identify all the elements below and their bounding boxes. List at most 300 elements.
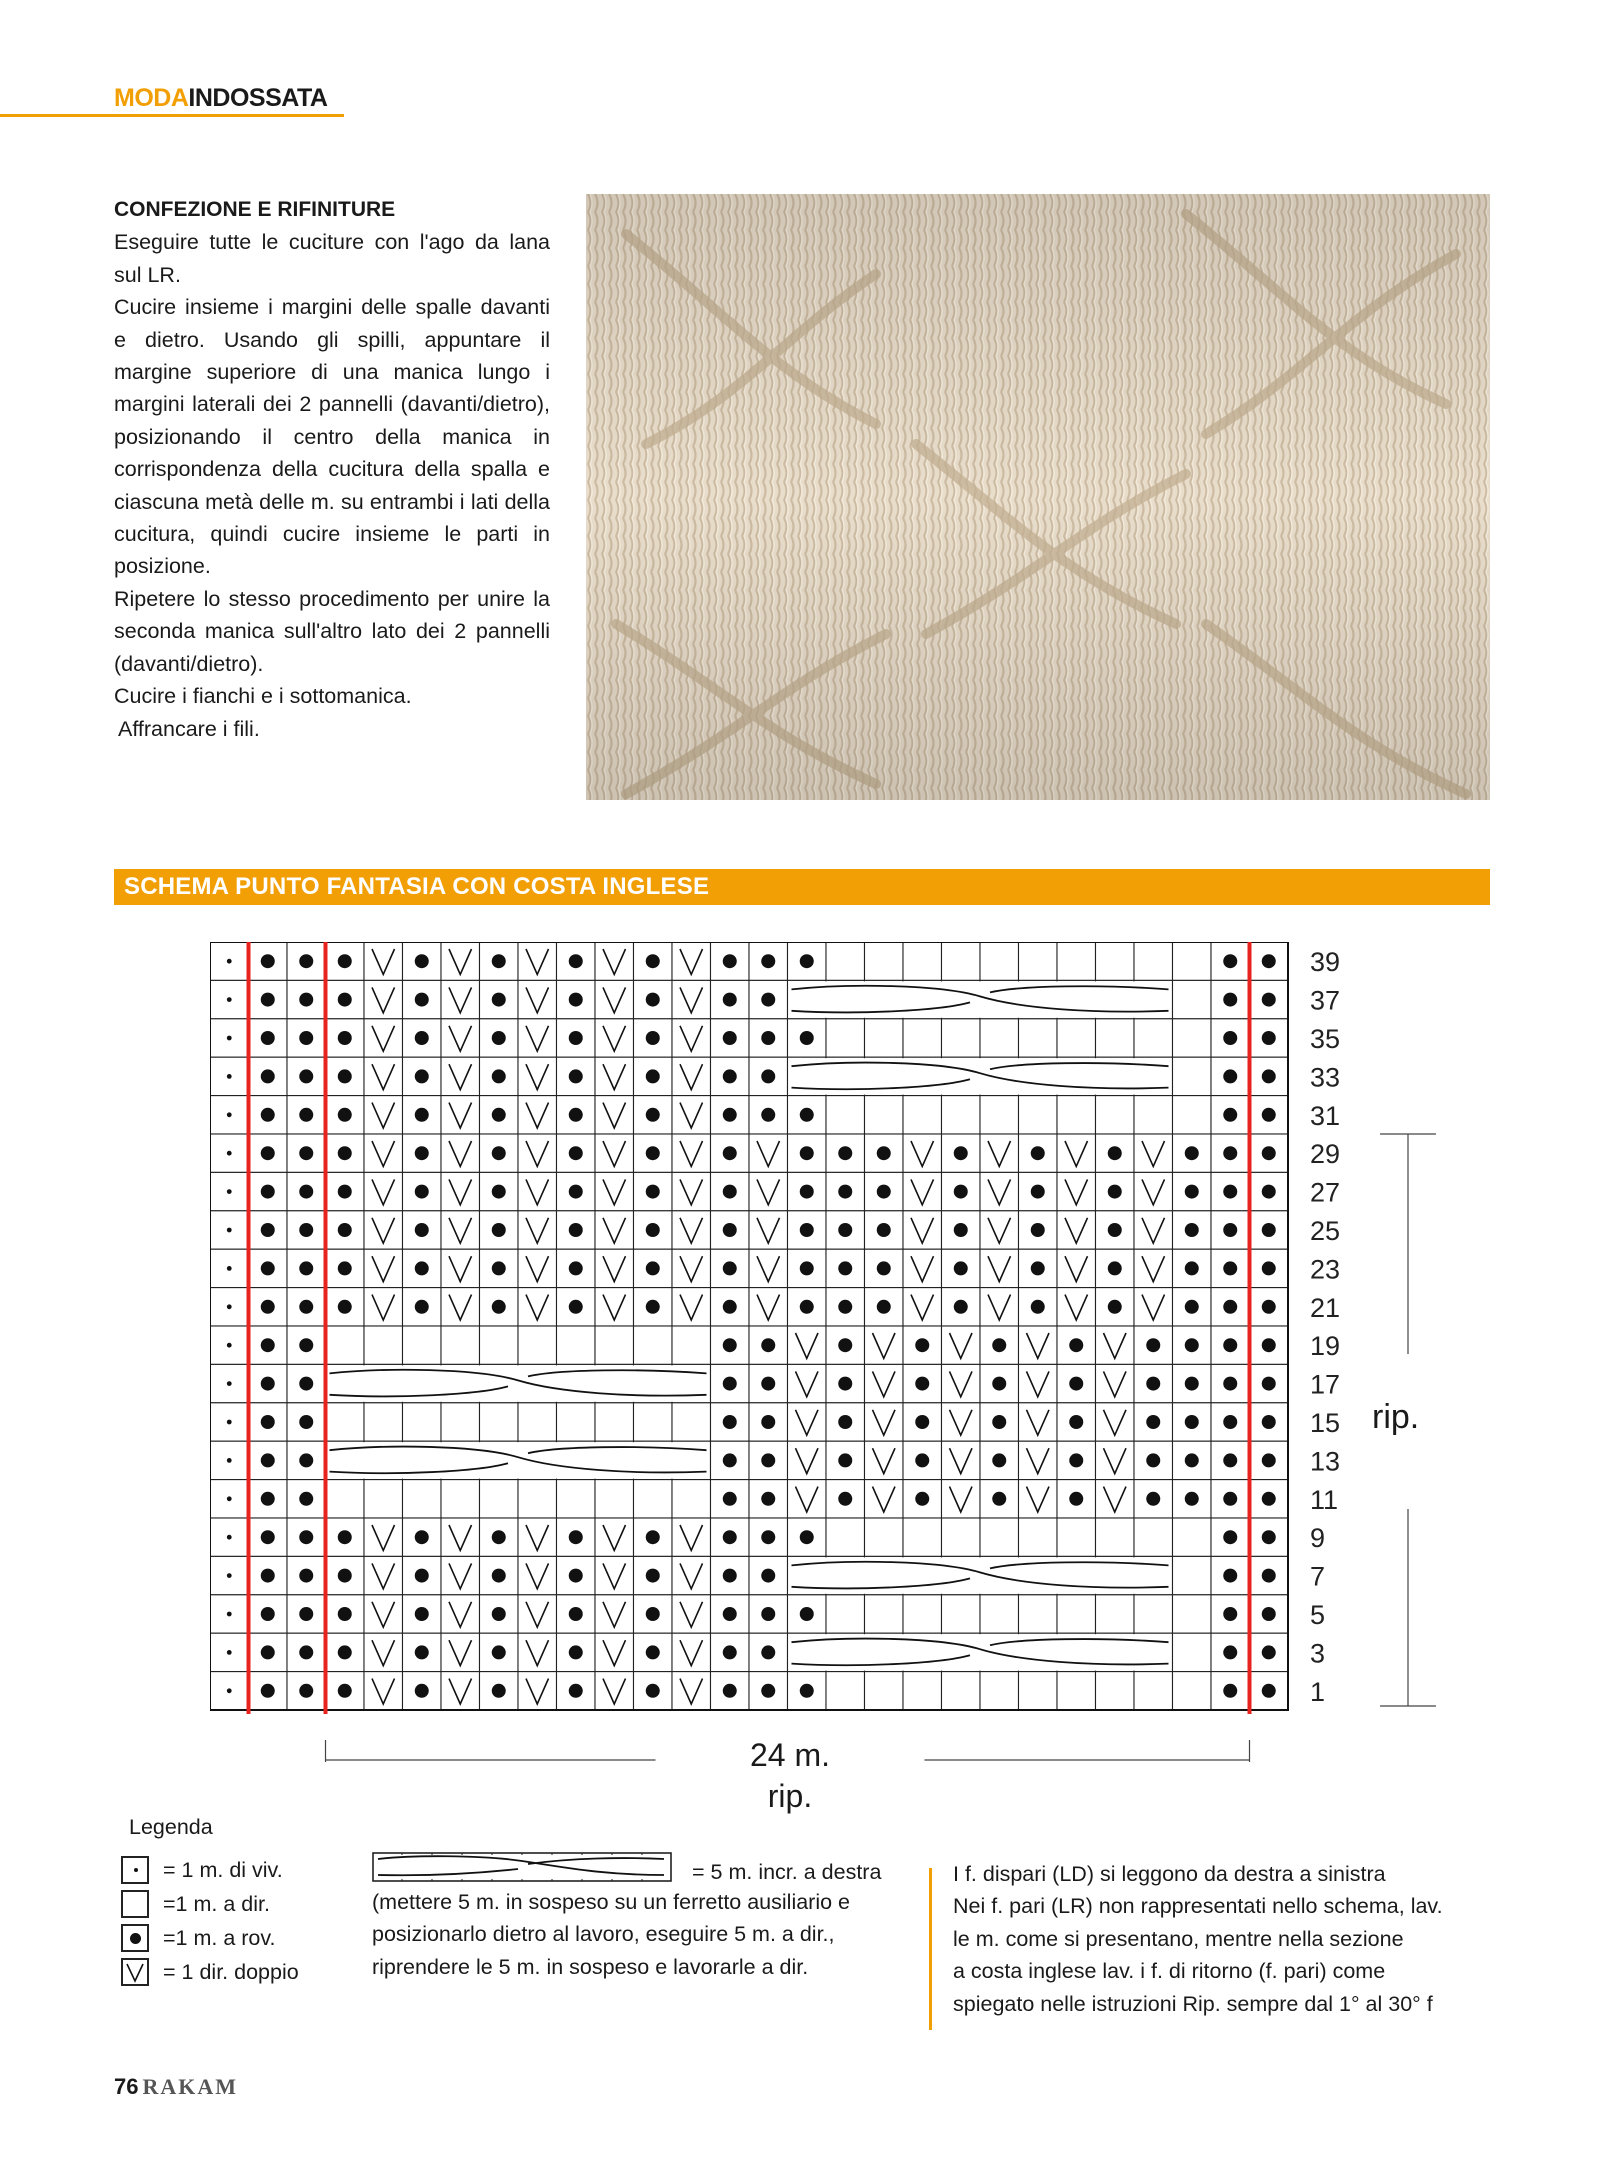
- purl-stitch: [723, 1492, 737, 1506]
- chart-banner-title: SCHEMA PUNTO FANTASIA CON COSTA INGLESE: [124, 873, 710, 900]
- chart-cell: [518, 1403, 557, 1441]
- purl-stitch: [761, 1031, 775, 1045]
- purl-stitch: [1031, 1185, 1045, 1199]
- purl-stitch: [1185, 1338, 1199, 1352]
- purl-stitch: [261, 1530, 275, 1544]
- purl-stitch: [723, 993, 737, 1007]
- purl-stitch: [1031, 1300, 1045, 1314]
- purl-stitch: [299, 1645, 313, 1659]
- chart-cell: [1173, 1057, 1212, 1095]
- purl-stitch: [569, 1300, 583, 1314]
- chart-cell: [1057, 942, 1096, 980]
- chart-cell: [903, 1096, 942, 1134]
- chart-cell: [903, 1672, 942, 1710]
- v-stitch-icon: [121, 1958, 149, 1986]
- selvage-stitch: [227, 1074, 232, 1079]
- purl-stitch: [1262, 1453, 1276, 1467]
- purl-stitch: [1223, 1261, 1237, 1275]
- cable-description: (mettere 5 m. in sospeso su un ferretto ausiliario e posizionarlo dietro al lavoro, eseguire 5 m. a dir., riprendere le 5 m. in sospeso e lavorarle a dir.: [372, 1890, 850, 1979]
- purl-stitch: [954, 1185, 968, 1199]
- chart-cell: [980, 1595, 1019, 1633]
- purl-stitch: [299, 1108, 313, 1122]
- purl-stitch: [261, 1453, 275, 1467]
- chart-cell: [364, 1480, 403, 1518]
- purl-stitch: [1146, 1415, 1160, 1429]
- chart-cell: [942, 942, 981, 980]
- instructions-title: CONFEZIONE E RIFINITURE: [114, 198, 396, 221]
- chart-cell: [364, 1326, 403, 1364]
- purl-stitch: [299, 1415, 313, 1429]
- chart-cell: [1173, 1019, 1212, 1057]
- row-label: 35: [1310, 1024, 1341, 1054]
- chart-cell: [441, 1403, 480, 1441]
- purl-stitch: [800, 954, 814, 968]
- purl-stitch: [954, 1261, 968, 1275]
- note-line: le m. come si presentano, mentre nella sezione: [953, 1926, 1404, 1951]
- purl-stitch: [1223, 1492, 1237, 1506]
- purl-stitch: [338, 1569, 352, 1583]
- chart-cell: [1096, 1096, 1135, 1134]
- chart-cell: [480, 1326, 519, 1364]
- purl-stitch: [492, 1223, 506, 1237]
- purl-stitch: [299, 1377, 313, 1391]
- section-header-b: INDOSSATA: [188, 84, 328, 112]
- purl-stitch: [646, 1031, 660, 1045]
- chart-cell: [980, 1672, 1019, 1710]
- chart-cell: [865, 1019, 904, 1057]
- purl-stitch: [723, 954, 737, 968]
- chart-cell: [1173, 980, 1212, 1018]
- purl-stitch: [492, 1684, 506, 1698]
- purl-stitch: [415, 1645, 429, 1659]
- purl-stitch: [954, 1300, 968, 1314]
- purl-stitch: [838, 1185, 852, 1199]
- purl-stitch: [1185, 1453, 1199, 1467]
- purl-stitch: [1146, 1377, 1160, 1391]
- purl-stitch: [800, 1607, 814, 1621]
- purl-stitch: [1262, 1645, 1276, 1659]
- purl-stitch: [877, 1300, 891, 1314]
- purl-stitch: [1185, 1261, 1199, 1275]
- purl-stitch: [569, 954, 583, 968]
- chart-cell: [826, 1595, 865, 1633]
- chart-cell: [942, 1595, 981, 1633]
- purl-stitch: [1185, 1300, 1199, 1314]
- selvage-stitch: [227, 1304, 232, 1309]
- chart-cell: [1134, 1518, 1173, 1556]
- purl-stitch: [415, 1069, 429, 1083]
- chart-cell: [1096, 1518, 1135, 1556]
- purl-stitch: [299, 1223, 313, 1237]
- chart-cell: [1096, 1595, 1135, 1633]
- page-number: 76: [114, 2074, 139, 2099]
- selvage-stitch: [227, 1458, 232, 1463]
- chart-cell: [634, 1326, 673, 1364]
- row-label: 1: [1310, 1676, 1326, 1707]
- purl-stitch: [800, 1261, 814, 1275]
- purl-stitch: [415, 1530, 429, 1544]
- row-label: 3: [1310, 1638, 1326, 1669]
- purl-stitch: [261, 1108, 275, 1122]
- purl-stitch: [338, 1607, 352, 1621]
- purl-stitch: [992, 1338, 1006, 1352]
- purl-stitch: [877, 1146, 891, 1160]
- purl-stitch: [261, 1684, 275, 1698]
- chart-grid: [210, 942, 1288, 1714]
- chart-cell: [826, 1019, 865, 1057]
- chart-cell: [595, 1403, 634, 1441]
- purl-stitch: [415, 1261, 429, 1275]
- selvage-stitch: [227, 1381, 232, 1386]
- purl-stitch: [338, 1645, 352, 1659]
- instructions-paragraph: Ripetere lo stesso procedimento per unire la seconda manica sull'altro lato dei 2 pannelli (davanti/dietro).: [114, 586, 550, 676]
- purl-stitch: [800, 1530, 814, 1544]
- chart-cell: [326, 1326, 365, 1364]
- purl-stitch: [299, 993, 313, 1007]
- purl-stitch: [261, 1185, 275, 1199]
- row-label: 17: [1310, 1369, 1341, 1400]
- purl-stitch: [646, 1569, 660, 1583]
- purl-stitch: [299, 1069, 313, 1083]
- purl-stitch: [492, 1645, 506, 1659]
- row-label: 31: [1310, 1100, 1341, 1131]
- purl-stitch: [1185, 1146, 1199, 1160]
- selvage-stitch: [227, 1112, 232, 1117]
- purl-stitch: [1069, 1338, 1083, 1352]
- chart-cell: [326, 1480, 365, 1518]
- chart-cell: [518, 1326, 557, 1364]
- purl-stitch: [1262, 993, 1276, 1007]
- purl-stitch: [1108, 1300, 1122, 1314]
- empty-square-icon: [121, 1890, 149, 1918]
- legend-label: =1 m. a rov.: [163, 1926, 276, 1950]
- chart-cell: [403, 1480, 442, 1518]
- chart-cell: [1134, 1595, 1173, 1633]
- row-label: 9: [1310, 1523, 1326, 1554]
- selvage-stitch: [227, 1535, 232, 1540]
- purl-stitch: [723, 1146, 737, 1160]
- purl-stitch: [723, 1185, 737, 1199]
- stitch-repeat-sub: rip.: [767, 1778, 813, 1814]
- purl-stitch: [569, 1146, 583, 1160]
- row-label: 13: [1310, 1446, 1341, 1477]
- purl-stitch: [1185, 1377, 1199, 1391]
- purl-stitch: [1223, 1031, 1237, 1045]
- chart-cell: [1057, 1595, 1096, 1633]
- selvage-stitch: [227, 1343, 232, 1348]
- cable-icon: [372, 1852, 672, 1882]
- chart-cell: [326, 1403, 365, 1441]
- purl-stitch: [1069, 1415, 1083, 1429]
- purl-stitch: [761, 1569, 775, 1583]
- selvage-stitch: [227, 1266, 232, 1271]
- chart-cell: [942, 1518, 981, 1556]
- purl-stitch: [1262, 1338, 1276, 1352]
- purl-stitch: [415, 1607, 429, 1621]
- chart-cell: [441, 1326, 480, 1364]
- chart-cell: [1057, 1672, 1096, 1710]
- purl-stitch: [261, 1645, 275, 1659]
- purl-stitch: [1223, 1453, 1237, 1467]
- purl-stitch: [261, 993, 275, 1007]
- purl-stitch: [1108, 1223, 1122, 1237]
- chart-cell: [1173, 1556, 1212, 1594]
- purl-stitch: [723, 1377, 737, 1391]
- chart-cell: [595, 1480, 634, 1518]
- purl-stitch: [877, 1185, 891, 1199]
- selvage-stitch: [227, 1496, 232, 1501]
- selvage-stitch: [227, 1228, 232, 1233]
- purl-stitch: [261, 1223, 275, 1237]
- chart-cell: [1173, 942, 1212, 980]
- chart-cell: [672, 1326, 711, 1364]
- purl-stitch: [992, 1492, 1006, 1506]
- purl-stitch: [1223, 1415, 1237, 1429]
- purl-stitch: [1262, 1492, 1276, 1506]
- chart-cell: [518, 1480, 557, 1518]
- purl-stitch: [1223, 1338, 1237, 1352]
- purl-stitch: [299, 1684, 313, 1698]
- purl-stitch: [1108, 1185, 1122, 1199]
- chart-cell: [826, 1096, 865, 1134]
- purl-stitch: [1223, 1607, 1237, 1621]
- row-label: 7: [1310, 1561, 1326, 1592]
- purl-stitch: [1223, 1185, 1237, 1199]
- cable-equals: = 5 m. incr. a destra: [692, 1860, 882, 1884]
- purl-stitch: [261, 1377, 275, 1391]
- purl-stitch: [1223, 954, 1237, 968]
- purl-stitch: [723, 1108, 737, 1122]
- purl-stitch: [1069, 1492, 1083, 1506]
- selvage-stitch: [227, 1573, 232, 1578]
- chart-cell: [942, 1096, 981, 1134]
- purl-stitch: [299, 1453, 313, 1467]
- purl-stitch: [299, 1300, 313, 1314]
- chart-cell: [903, 1019, 942, 1057]
- header-rule: [0, 114, 344, 117]
- purl-stitch: [1262, 1223, 1276, 1237]
- chart-cell: [480, 1480, 519, 1518]
- purl-stitch: [723, 1300, 737, 1314]
- chart-cell: [1173, 1633, 1212, 1671]
- purl-stitch: [1069, 1453, 1083, 1467]
- purl-stitch: [723, 1684, 737, 1698]
- chart-cell: [942, 1019, 981, 1057]
- purl-stitch: [299, 1185, 313, 1199]
- purl-stitch: [1262, 1415, 1276, 1429]
- purl-stitch: [800, 1185, 814, 1199]
- purl-stitch: [569, 1684, 583, 1698]
- purl-stitch: [299, 1569, 313, 1583]
- purl-stitch: [800, 1684, 814, 1698]
- chart-cell: [1019, 1595, 1058, 1633]
- purl-stitch: [1146, 1453, 1160, 1467]
- purl-stitch: [338, 1684, 352, 1698]
- purl-stitch: [877, 1223, 891, 1237]
- purl-stitch: [723, 1031, 737, 1045]
- purl-stitch: [1223, 1108, 1237, 1122]
- purl-stitch: [838, 1223, 852, 1237]
- purl-stitch: [1262, 1684, 1276, 1698]
- row-label: 29: [1310, 1139, 1341, 1170]
- purl-stitch: [838, 1300, 852, 1314]
- purl-stitch: [1108, 1146, 1122, 1160]
- chart-cell: [634, 1403, 673, 1441]
- purl-stitch: [415, 993, 429, 1007]
- purl-stitch: [1185, 1223, 1199, 1237]
- purl-stitch: [338, 1031, 352, 1045]
- purl-stitch: [338, 1108, 352, 1122]
- chart-cell: [1096, 942, 1135, 980]
- cable-knit-photo: [586, 194, 1490, 800]
- purl-stitch: [800, 1108, 814, 1122]
- chart-cell: [903, 1595, 942, 1633]
- dot-big-icon: [121, 1924, 149, 1952]
- chart-cell: [1173, 1595, 1212, 1633]
- note-line: a costa inglese lav. i f. di ritorno (f. pari) come: [953, 1959, 1386, 1984]
- purl-stitch: [838, 1261, 852, 1275]
- purl-stitch: [492, 1031, 506, 1045]
- purl-stitch: [492, 1069, 506, 1083]
- purl-stitch: [415, 1108, 429, 1122]
- purl-stitch: [723, 1261, 737, 1275]
- chart-cell: [942, 1672, 981, 1710]
- purl-stitch: [338, 1261, 352, 1275]
- row-label: 37: [1310, 985, 1341, 1016]
- purl-stitch: [1223, 1300, 1237, 1314]
- purl-stitch: [761, 1415, 775, 1429]
- purl-stitch: [1223, 1645, 1237, 1659]
- purl-stitch: [1262, 1261, 1276, 1275]
- chart-row-labels: [1310, 947, 1340, 1707]
- selvage-stitch: [227, 1036, 232, 1041]
- purl-stitch: [569, 1569, 583, 1583]
- chart-cell: [903, 1518, 942, 1556]
- purl-stitch: [1185, 1415, 1199, 1429]
- section-header-a: MODA: [114, 84, 189, 112]
- purl-stitch: [492, 1300, 506, 1314]
- purl-stitch: [800, 1300, 814, 1314]
- purl-stitch: [838, 1453, 852, 1467]
- purl-stitch: [1223, 1684, 1237, 1698]
- purl-stitch: [723, 1530, 737, 1544]
- row-label: 33: [1310, 1062, 1341, 1093]
- purl-stitch: [646, 1645, 660, 1659]
- purl-stitch: [761, 1684, 775, 1698]
- purl-stitch: [646, 993, 660, 1007]
- note-line: Nei f. pari (LR) non rappresentati nello schema, lav.: [953, 1894, 1443, 1919]
- purl-stitch: [761, 954, 775, 968]
- purl-stitch: [415, 1185, 429, 1199]
- row-label: 23: [1310, 1254, 1341, 1285]
- selvage-stitch: [227, 1151, 232, 1156]
- chart-cell: [1057, 1518, 1096, 1556]
- purl-stitch: [1146, 1338, 1160, 1352]
- purl-stitch: [646, 1684, 660, 1698]
- purl-stitch: [1146, 1492, 1160, 1506]
- selvage-stitch: [227, 1688, 232, 1693]
- purl-stitch: [646, 1146, 660, 1160]
- purl-stitch: [1262, 1108, 1276, 1122]
- chart-cell: [1096, 1672, 1135, 1710]
- purl-stitch: [915, 1492, 929, 1506]
- purl-stitch: [838, 1338, 852, 1352]
- purl-stitch: [1185, 1185, 1199, 1199]
- note-line: I f. dispari (LD) si leggono da destra a sinistra: [953, 1862, 1386, 1886]
- purl-stitch: [492, 954, 506, 968]
- row-label: 11: [1310, 1484, 1339, 1515]
- purl-stitch: [1223, 993, 1237, 1007]
- row-repeat-label: rip.: [1372, 1398, 1420, 1436]
- chart-cell: [672, 1403, 711, 1441]
- notes-rule: [929, 1868, 932, 2030]
- chart-cell: [865, 1672, 904, 1710]
- purl-stitch: [261, 954, 275, 968]
- chart-cell: [826, 942, 865, 980]
- chart-cell: [1019, 1672, 1058, 1710]
- purl-stitch: [261, 1146, 275, 1160]
- purl-stitch: [415, 1684, 429, 1698]
- legend-label: = 1 dir. doppio: [163, 1960, 299, 1984]
- chart-banner: [114, 869, 1490, 905]
- row-label: 5: [1310, 1600, 1326, 1630]
- chart-cell: [903, 942, 942, 980]
- purl-stitch: [800, 1031, 814, 1045]
- purl-stitch: [261, 1031, 275, 1045]
- purl-stitch: [723, 1453, 737, 1467]
- dot-small-icon: [121, 1856, 149, 1884]
- selvage-stitch: [227, 1612, 232, 1617]
- purl-stitch: [761, 1377, 775, 1391]
- chart-cell: [826, 1518, 865, 1556]
- purl-stitch: [877, 1261, 891, 1275]
- chart-cell: [980, 1518, 1019, 1556]
- purl-stitch: [338, 993, 352, 1007]
- purl-stitch: [1031, 1223, 1045, 1237]
- purl-stitch: [1262, 1185, 1276, 1199]
- chart-cell: [865, 1595, 904, 1633]
- purl-stitch: [1262, 1300, 1276, 1314]
- purl-stitch: [800, 1223, 814, 1237]
- purl-stitch: [492, 1185, 506, 1199]
- purl-stitch: [1262, 1607, 1276, 1621]
- chart-cell: [826, 1672, 865, 1710]
- purl-stitch: [915, 1338, 929, 1352]
- purl-stitch: [723, 1569, 737, 1583]
- purl-stitch: [338, 1223, 352, 1237]
- purl-stitch: [569, 1069, 583, 1083]
- chart-cell: [634, 1480, 673, 1518]
- purl-stitch: [646, 954, 660, 968]
- purl-stitch: [723, 1223, 737, 1237]
- purl-stitch: [299, 1261, 313, 1275]
- purl-stitch: [261, 1338, 275, 1352]
- purl-stitch: [761, 1492, 775, 1506]
- selvage-stitch: [227, 1189, 232, 1194]
- chart-cell: [557, 1403, 596, 1441]
- purl-stitch: [646, 1069, 660, 1083]
- purl-stitch: [838, 1146, 852, 1160]
- purl-stitch: [299, 1607, 313, 1621]
- purl-stitch: [569, 1223, 583, 1237]
- purl-stitch: [1262, 1069, 1276, 1083]
- purl-stitch: [338, 1530, 352, 1544]
- chart-cell: [557, 1326, 596, 1364]
- purl-stitch: [761, 1530, 775, 1544]
- selvage-stitch: [227, 1650, 232, 1655]
- purl-stitch: [492, 993, 506, 1007]
- purl-stitch: [299, 1146, 313, 1160]
